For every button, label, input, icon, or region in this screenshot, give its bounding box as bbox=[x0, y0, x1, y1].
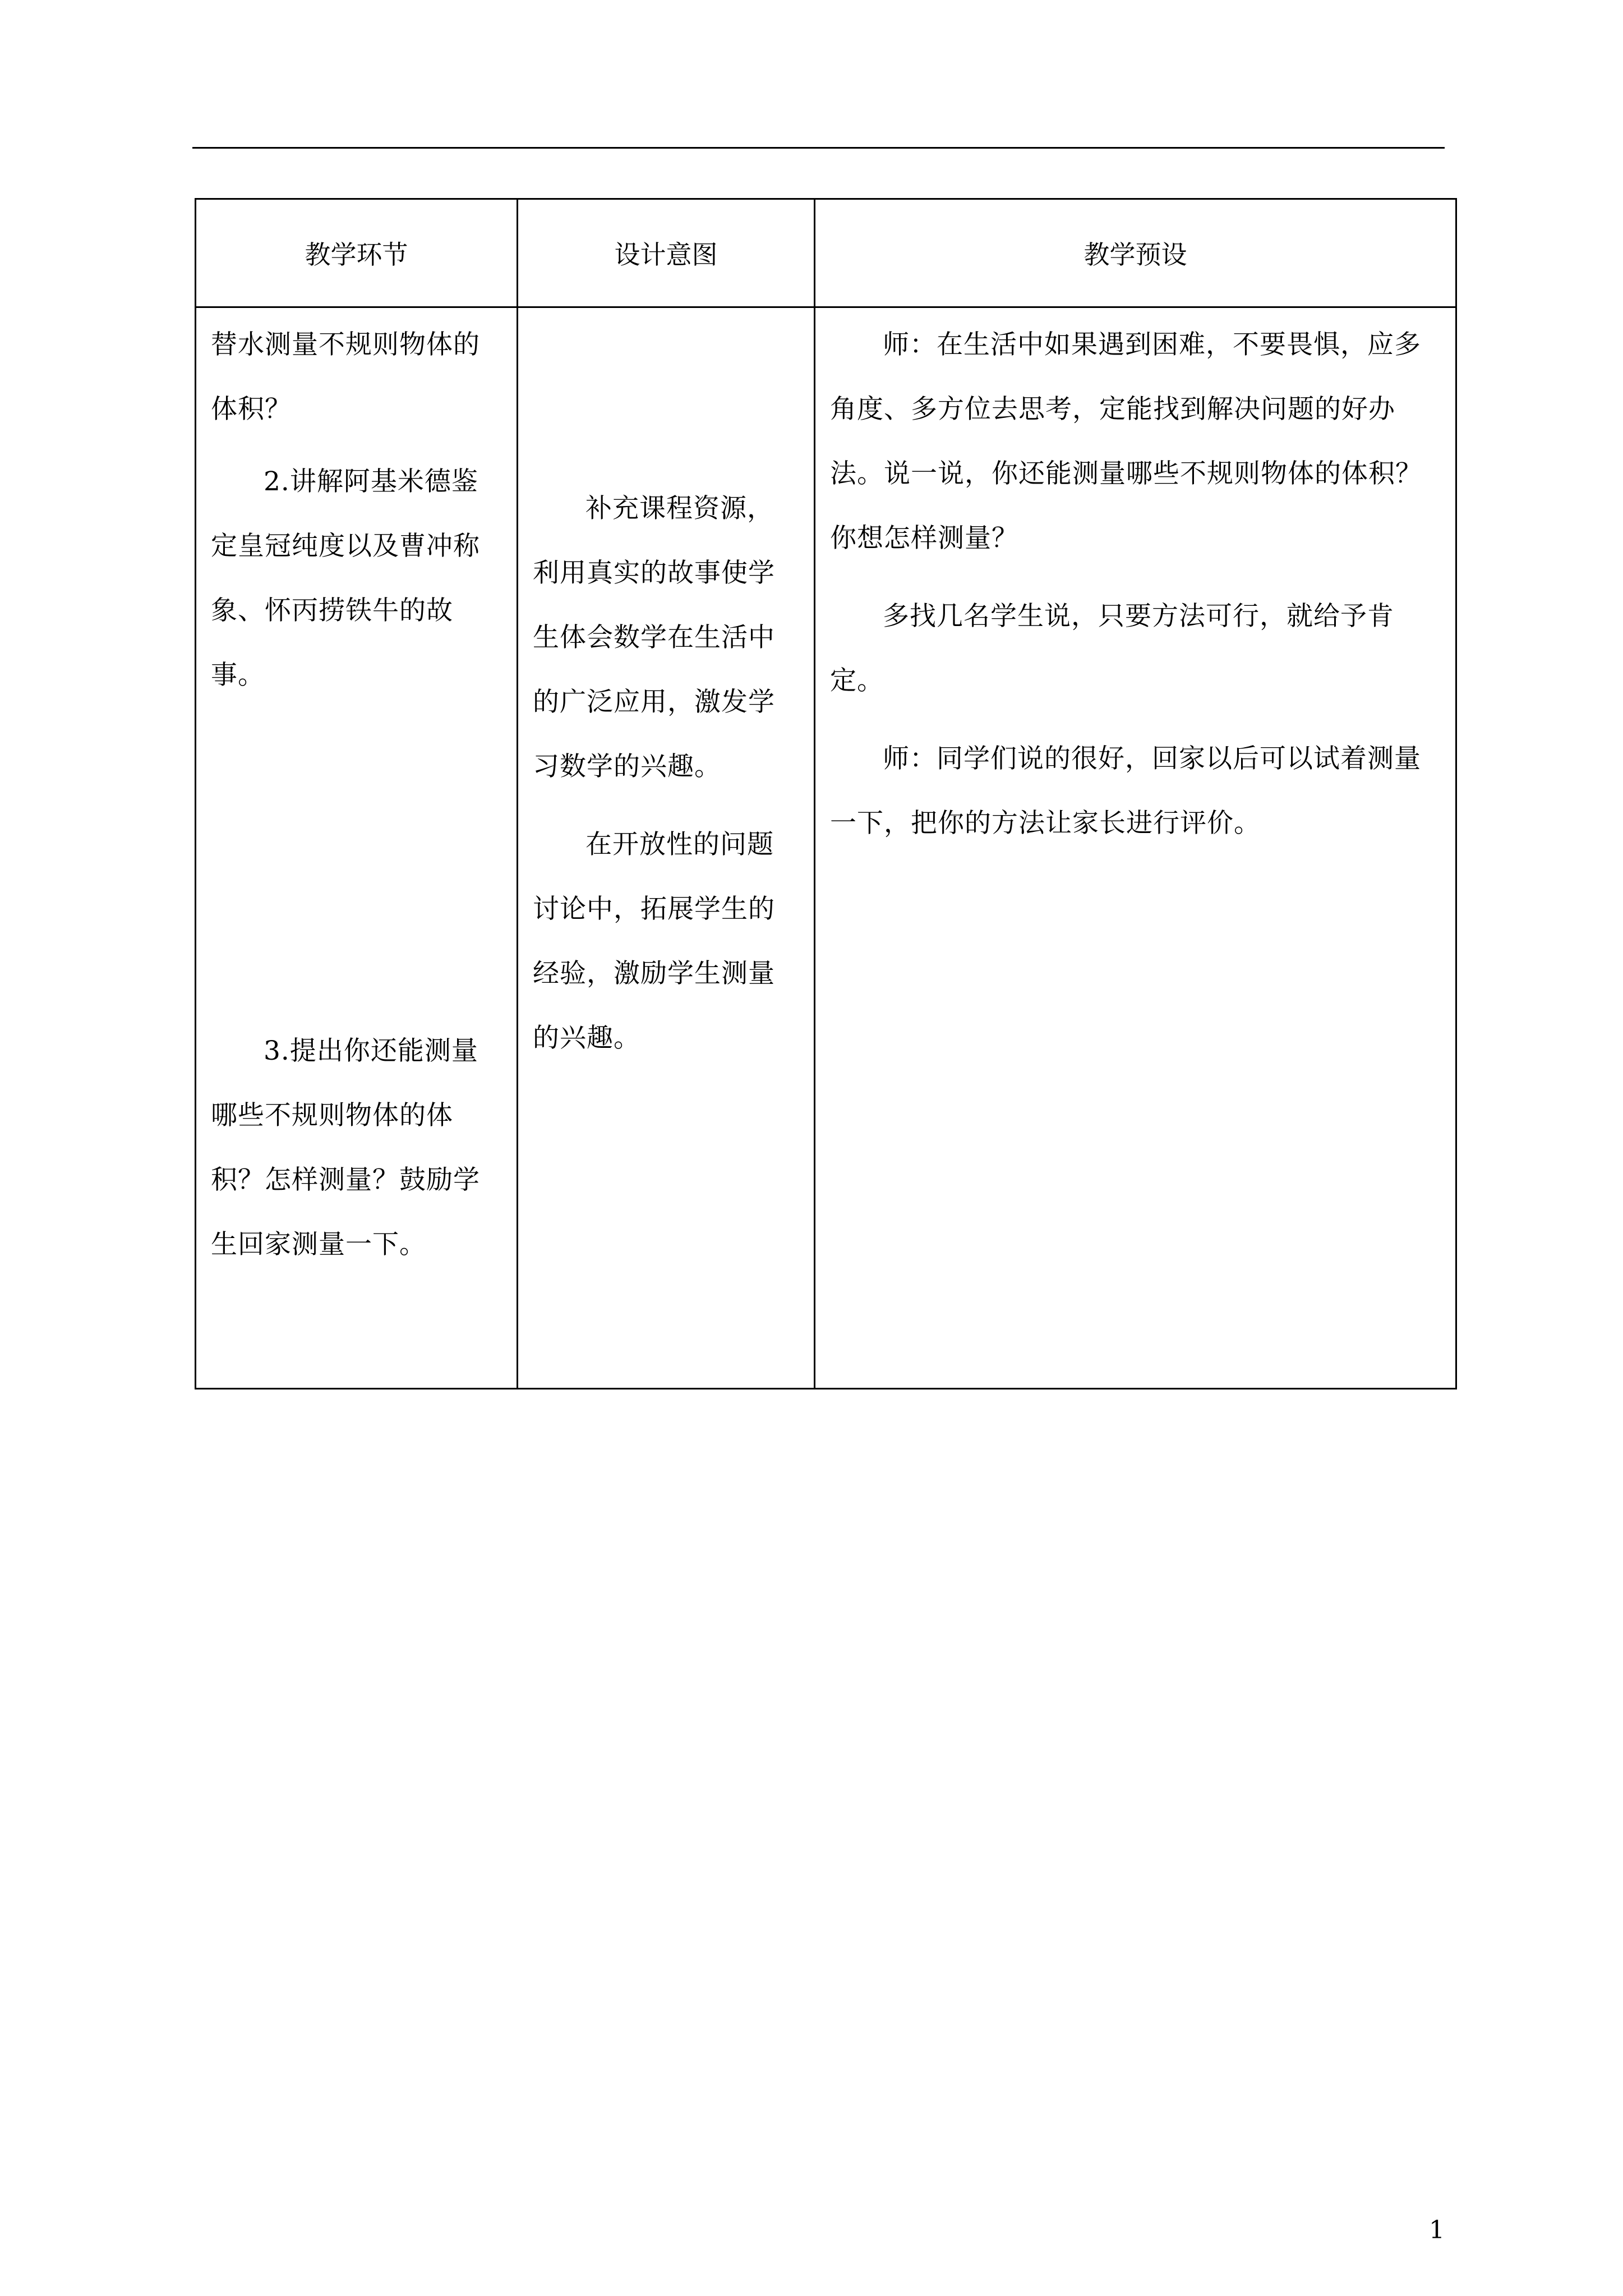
plan-paragraph-3: 师：同学们说的很好，回家以后可以试着测量一下，把你的方法让家长进行评价。 bbox=[830, 743, 1421, 839]
stage-paragraph-2: 2.讲解阿基米德鉴定皇冠纯度以及曹冲称象、怀丙捞铁牛的故事。 bbox=[211, 466, 480, 691]
header-teaching-plan bbox=[815, 199, 1456, 307]
stage-paragraph-1: 替水测量不规则物体的体积？ bbox=[211, 329, 480, 425]
page-number: 1 bbox=[1429, 2216, 1445, 2244]
header-teaching-stage bbox=[196, 199, 518, 307]
cell-teaching-plan bbox=[815, 307, 1456, 1389]
lesson-plan-table bbox=[195, 198, 1457, 1389]
plan-paragraph-1: 师：在生活中如果遇到困难，不要畏惧，应多角度、多方位去思考，定能找到解决问题的好办法。说一说，你还能测量哪些不规则物体的体积？你想怎样测量？ bbox=[830, 329, 1422, 554]
header-teaching-stage-label: 教学环节 bbox=[305, 240, 408, 270]
header-design-intent bbox=[518, 199, 815, 307]
cell-design-intent bbox=[518, 307, 815, 1389]
stage-paragraph-3: 3.提出你还能测量哪些不规则物体的体积？怎样测量？鼓励学生回家测量一下。 bbox=[211, 1036, 480, 1260]
cell-teaching-stage bbox=[196, 307, 518, 1389]
plan-paragraph-2: 多找几名学生说，只要方法可行，就给予肯定。 bbox=[830, 601, 1394, 696]
table-header-row bbox=[196, 199, 1456, 307]
header-design-intent-label: 设计意图 bbox=[614, 240, 718, 270]
header-rule bbox=[192, 147, 1445, 149]
table-row bbox=[196, 307, 1456, 1389]
intent-paragraph-2: 在开放性的问题讨论中，拓展学生的经验，激励学生测量的兴趣。 bbox=[533, 829, 775, 1053]
header-teaching-plan-label: 教学预设 bbox=[1083, 240, 1187, 270]
intent-paragraph-1: 补充课程资源，利用真实的故事使学生体会数学在生活中的广泛应用，激发学习数学的兴趣。 bbox=[533, 493, 775, 782]
